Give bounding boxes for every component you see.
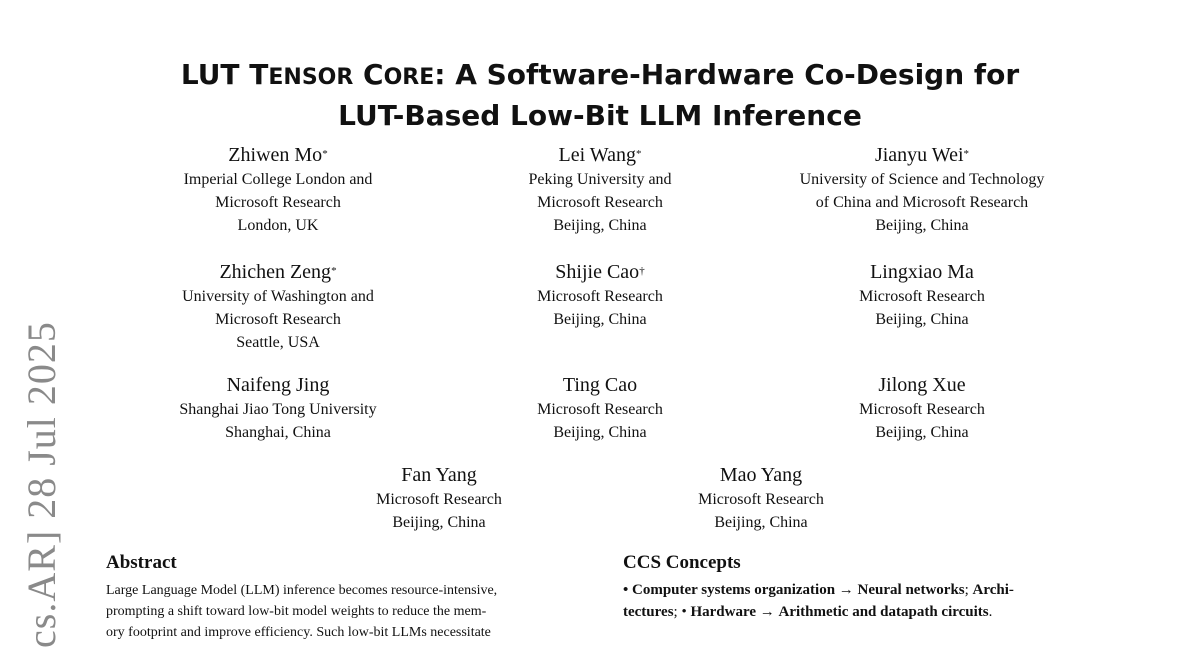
- author-name: Jilong Xue: [878, 374, 966, 396]
- author-name: Zhichen Zeng: [219, 261, 332, 283]
- author-affiliation: University of Science and Technology: [799, 171, 1045, 188]
- author-block: [762, 373, 1082, 444]
- paper-title: [0, 56, 1200, 135]
- author-affiliation: Microsoft Research: [859, 401, 985, 418]
- author-block: [118, 373, 438, 444]
- author-affiliation: Imperial College London and: [183, 171, 373, 188]
- title-line-2: LUT-Based Low-Bit LLM Inference: [338, 99, 862, 132]
- author-affiliation: Microsoft Research: [537, 288, 663, 305]
- author-block: [762, 143, 1082, 237]
- author-location: Beijing, China: [553, 311, 647, 328]
- author-location: Beijing, China: [714, 514, 808, 531]
- author-affiliation: Microsoft Research: [215, 194, 341, 211]
- author-block: [118, 143, 438, 237]
- author-block: [440, 143, 760, 237]
- author-block: [118, 260, 438, 354]
- author-affiliation: Microsoft Research: [537, 194, 663, 211]
- author-block: [279, 463, 599, 534]
- ccs-line: tectures; • Hardware → Arithmetic and datapath circuits.: [623, 604, 993, 620]
- author-location: Shanghai, China: [225, 424, 331, 441]
- author-location: Seattle, USA: [236, 334, 320, 351]
- arxiv-identifier-stamp: cs.AR] 28 Jul 2025: [19, 321, 64, 648]
- author-affiliation: Microsoft Research: [215, 311, 341, 328]
- author-name: Lei Wang: [558, 144, 636, 166]
- author-location: Beijing, China: [875, 217, 969, 234]
- ccs-concepts-heading: CCS Concepts: [623, 552, 741, 573]
- equal-contribution-mark: *: [963, 148, 970, 160]
- author-name: Mao Yang: [719, 464, 803, 486]
- title-line-1: LUT TENSOR CORE: A Software-Hardware Co-Design for: [180, 58, 1020, 91]
- author-location: Beijing, China: [553, 217, 647, 234]
- author-location: Beijing, China: [553, 424, 647, 441]
- author-block: [440, 373, 760, 444]
- author-name: Jianyu Wei: [874, 144, 964, 166]
- author-block: [601, 463, 921, 534]
- author-location: Beijing, China: [392, 514, 486, 531]
- author-name: Lingxiao Ma: [870, 261, 974, 283]
- abstract-line: Large Language Model (LLM) inference becomes resource-intensive,: [106, 583, 498, 598]
- author-name: Naifeng Jing: [226, 374, 330, 396]
- ccs-line: • Computer systems organization → Neural networks; Archi-: [623, 582, 1014, 598]
- equal-contribution-mark: *: [331, 265, 337, 277]
- author-affiliation: Peking University and: [528, 171, 672, 188]
- author-affiliation: Microsoft Research: [859, 288, 985, 305]
- author-name: Shijie Cao: [555, 261, 640, 283]
- ccs-concepts-text: [623, 579, 1093, 623]
- author-block: [762, 260, 1082, 331]
- abstract-line: prompting a shift toward low-bit model weights to reduce the mem-: [106, 604, 487, 619]
- corresponding-author-mark: †: [639, 265, 645, 277]
- equal-contribution-mark: *: [322, 148, 328, 160]
- author-location: London, UK: [237, 217, 319, 234]
- author-affiliation: of China and Microsoft Research: [815, 194, 1029, 211]
- author-block: [440, 260, 760, 331]
- author-name: Ting Cao: [562, 374, 638, 396]
- author-location: Beijing, China: [875, 311, 969, 328]
- author-affiliation: Microsoft Research: [537, 401, 663, 418]
- author-affiliation: University of Washington and: [182, 288, 374, 305]
- author-affiliation: Microsoft Research: [376, 491, 502, 508]
- author-location: Beijing, China: [875, 424, 969, 441]
- abstract-text: [106, 580, 582, 643]
- abstract-heading: Abstract: [106, 552, 177, 573]
- equal-contribution-mark: *: [635, 148, 642, 160]
- author-affiliation: Shanghai Jiao Tong University: [179, 401, 377, 418]
- abstract-line: ory footprint and improve efficiency. Such low-bit LLMs necessitate: [106, 625, 491, 640]
- author-affiliation: Microsoft Research: [698, 491, 824, 508]
- author-name: Fan Yang: [401, 464, 477, 486]
- author-name: Zhiwen Mo: [228, 144, 323, 166]
